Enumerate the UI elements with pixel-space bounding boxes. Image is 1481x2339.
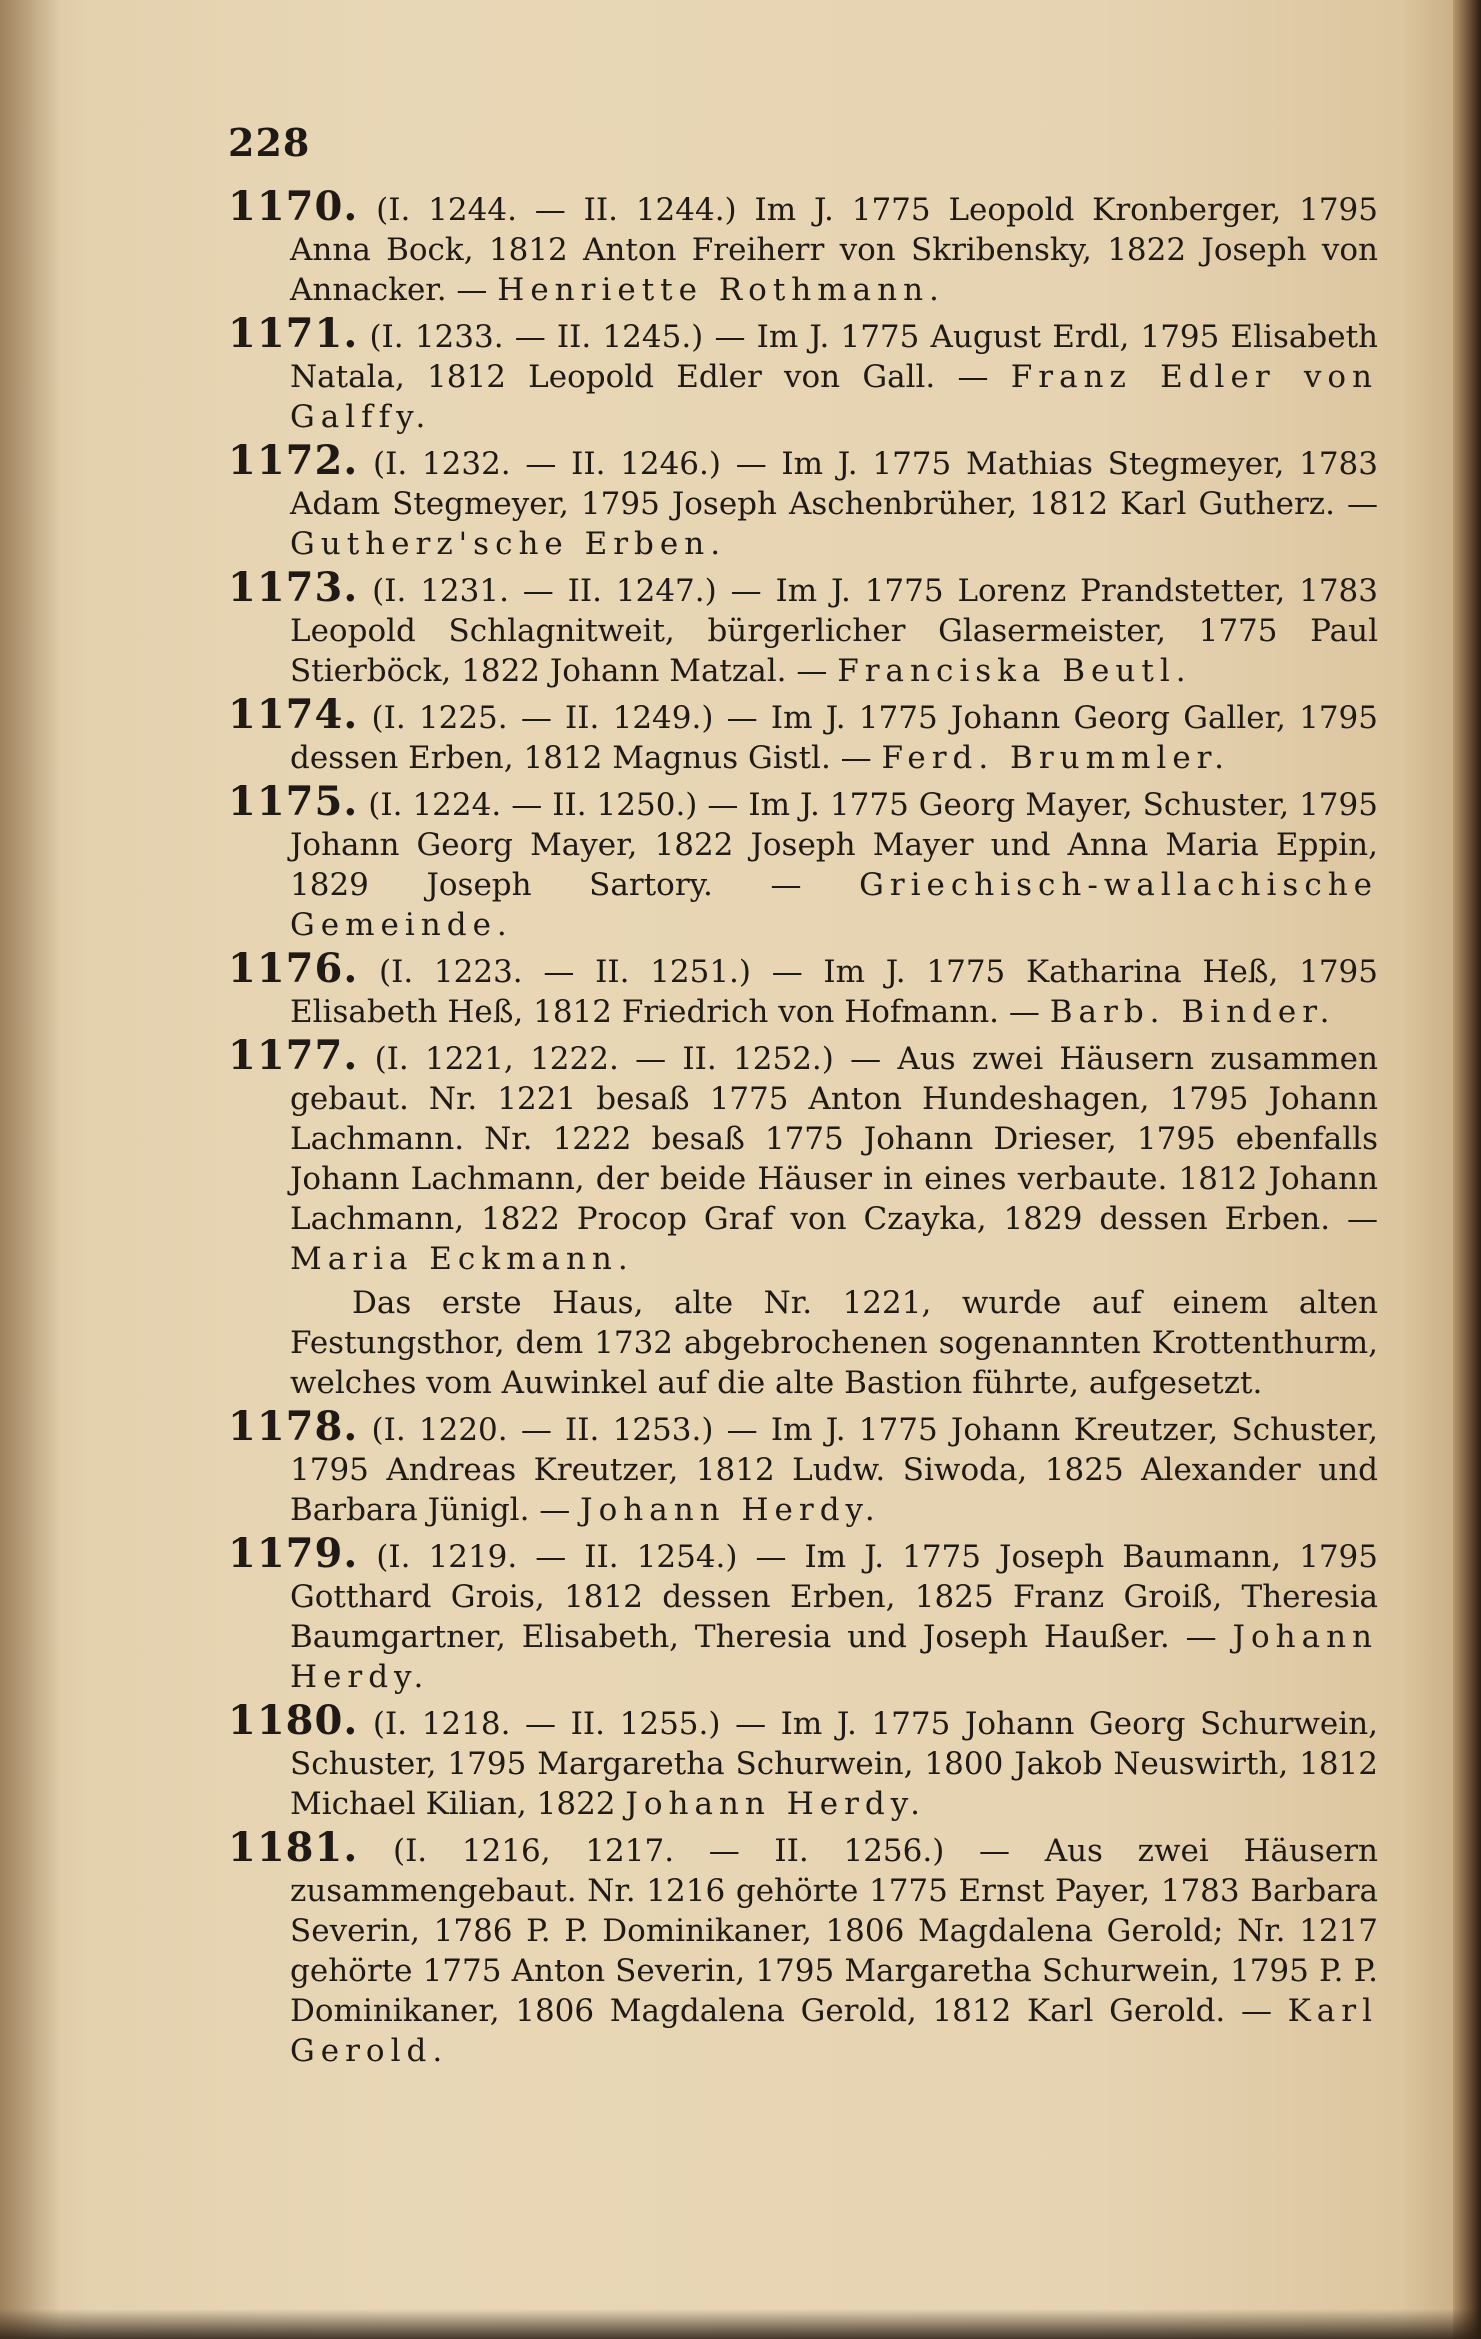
current-owner: Johann Herdy. xyxy=(625,1786,927,1822)
entry-text: (I. 1233. — II. 1245.) — Im J. 1775 August Erdl, 1795 Elisabeth Natala, 1812 Leopold Edler von Gall. — xyxy=(290,319,1379,395)
entry-number: 1180. xyxy=(228,1697,359,1744)
current-owner: Barb. Binder. xyxy=(1049,994,1336,1030)
entry-number: 1171. xyxy=(228,310,359,357)
current-owner: Griechisch-wallachische Gemeinde. xyxy=(290,867,1379,943)
current-owner: Maria Eckmann. xyxy=(290,1241,634,1277)
entry-1174 xyxy=(228,691,1378,778)
current-owner: Gutherz'sche Erben. xyxy=(290,526,727,562)
entry-number: 1175. xyxy=(228,778,359,825)
entry-text: (I. 1221, 1222. — II. 1252.) — Aus zwei Häusern zusammen gebaut. Nr. 1221 besaß 1775 Anton Hundeshagen, 1795 Johann Lachmann. Nr. 1222 besaß 1775 Johann Drieser, 1795 ebenfalls Johann Lachmann, der beide Häuser in eines verbaute. 1812 Johann Lachmann, 1822 Procop Graf von Czayka, 1829 dessen Erben. — xyxy=(290,1041,1378,1237)
gutter-shadow xyxy=(0,0,60,2339)
entry-1171 xyxy=(228,310,1379,437)
entry-1178 xyxy=(228,1403,1378,1530)
page-edge xyxy=(1453,0,1481,2339)
entry-1180 xyxy=(228,1697,1379,1824)
entry-1172 xyxy=(228,437,1378,564)
entry-1179 xyxy=(228,1530,1378,1697)
current-owner: Henriette Rothmann. xyxy=(497,272,945,308)
text-block xyxy=(228,120,1378,2075)
current-owner: Johann Herdy. xyxy=(290,1619,1378,1695)
entry-text: (I. 1223. — II. 1251.) — Im J. 1775 Katharina Heß, 1795 Elisabeth Heß, 1812 Friedrich von Hofmann. — xyxy=(290,954,1378,1030)
entry-text: (I. 1218. — II. 1255.) — Im J. 1775 Johann Georg Schurwein, Schuster, 1795 Margaretha Schurwein, 1800 Jakob Neuswirth, 1812 Michael Kilian, 1822 xyxy=(290,1706,1379,1822)
entry-1177 xyxy=(228,1032,1378,1279)
entry-number: 1178. xyxy=(228,1403,359,1450)
entry-text: (I. 1224. — II. 1250.) — Im J. 1775 Georg Mayer, Schuster, 1795 Johann Georg Mayer, 1822 Joseph Mayer und Anna Maria Eppin, 1829 Joseph Sartory. — xyxy=(290,787,1378,903)
entry-text: (I. 1216, 1217. — II. 1256.) — Aus zwei Häusern zusammengebaut. Nr. 1216 gehörte 1775 Ernst Payer, 1783 Barbara Severin, 1786 P. P. Dominikaner, 1806 Magdalena Gerold; Nr. 1217 gehörte 1775 Anton Severin, 1795 Margaretha Schurwein, 1795 P. P. Dominikaner, 1806 Magdalena Gerold, 1812 Karl Gerold. — xyxy=(290,1833,1379,2029)
entry-note: Das erste Haus, alte Nr. 1221, wurde auf einem alten Festungsthor, dem 1732 abgebrochenen sogenannten Krottenthurm, welches vom Auwinkel auf die alte Bastion führte, aufgesetzt. xyxy=(290,1285,1378,1401)
entry-1170 xyxy=(228,183,1378,310)
entry-1175 xyxy=(228,778,1379,945)
entry-number: 1177. xyxy=(228,1032,359,1079)
entry-text: (I. 1219. — II. 1254.) — Im J. 1775 Joseph Baumann, 1795 Gotthard Grois, 1812 dessen Erben, 1825 Franz Groiß, Theresia Baumgartner, Elisabeth, Theresia und Joseph Haußer. — xyxy=(290,1539,1378,1655)
current-owner: Johann Herdy. xyxy=(580,1492,881,1528)
current-owner: Karl Gerold. xyxy=(290,1993,1379,2069)
entry-number: 1170. xyxy=(228,183,359,230)
entry-number: 1174. xyxy=(228,691,359,738)
entry-text: (I. 1244. — II. 1244.) Im J. 1775 Leopold Kronberger, 1795 Anna Bock, 1812 Anton Freiherr von Skribensky, 1822 Joseph von Annacker. — xyxy=(290,192,1378,308)
entry-1181 xyxy=(228,1824,1379,2071)
entry-number: 1181. xyxy=(228,1824,359,1871)
entry-text: (I. 1231. — II. 1247.) — Im J. 1775 Lorenz Prandstetter, 1783 Leopold Schlagnitweit, bürgerlicher Glasermeister, 1775 Paul Stierböck, 1822 Johann Matzal. — xyxy=(290,573,1378,689)
entry-text: (I. 1232. — II. 1246.) — Im J. 1775 Mathias Stegmeyer, 1783 Adam Stegmeyer, 1795 Joseph Aschenbrüher, 1812 Karl Gutherz. — xyxy=(290,446,1378,522)
entry-1176 xyxy=(228,945,1378,1032)
current-owner: Franciska Beutl. xyxy=(837,653,1192,689)
page-number: 228 xyxy=(228,120,311,165)
entry-text: (I. 1225. — II. 1249.) — Im J. 1775 Johann Georg Galler, 1795 dessen Erben, 1812 Magnus Gistl. — xyxy=(290,700,1378,776)
entry-number: 1176. xyxy=(228,945,359,992)
entry-number: 1173. xyxy=(228,564,359,611)
entry-number: 1179. xyxy=(228,1530,359,1577)
entry-text: (I. 1220. — II. 1253.) — Im J. 1775 Johann Kreutzer, Schuster, 1795 Andreas Kreutzer, 1812 Ludw. Siwoda, 1825 Alexander und Barbara Jünigl. — xyxy=(290,1412,1378,1528)
current-owner: Ferd. Brummler. xyxy=(881,740,1230,776)
entry-number: 1172. xyxy=(228,437,359,484)
current-owner: Franz Edler von Galffy. xyxy=(290,359,1378,435)
entry-1173 xyxy=(228,564,1378,691)
bottom-edge xyxy=(0,2309,1481,2339)
